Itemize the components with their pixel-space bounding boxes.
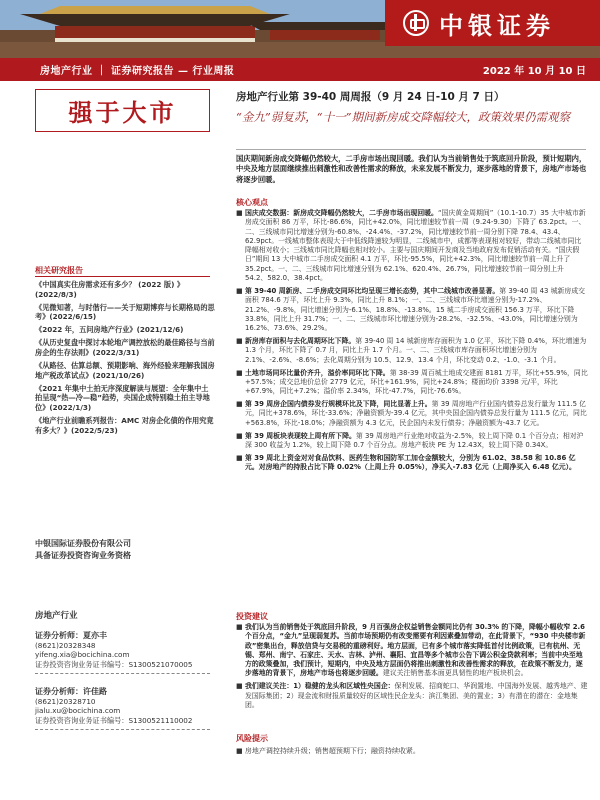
key-point	[236, 337, 588, 365]
key-point-lead: 新房库存面积与去化周期环比下降。	[245, 337, 356, 346]
summary-paragraph: 国庆期间新房成交降幅仍然较大，二手房市场出现回暖。我们认为当前销售处于筑底回升阶段，预计短期内，中央及地方层面继续推出刺激性和改善性需求的释放，未来发展不断发力，逐步落地的背景下，房地产市场也将逐步回暖。	[236, 154, 587, 184]
bullet-square-icon: ■	[236, 400, 243, 409]
analyst-email[interactable]: jialu.xu@bocichina.com	[35, 706, 121, 716]
related-report-item[interactable]: 《地产行业前瞻系列报告：AMC 对房企化债的作用究竟有多大？》(2022/5/23)	[35, 416, 214, 435]
divider	[236, 149, 586, 150]
analyst-phone: (8621)20328710	[35, 696, 96, 706]
divider	[35, 276, 210, 277]
bank-logo-icon	[403, 10, 429, 36]
investment-advice-list	[236, 623, 588, 714]
left-sidebar	[0, 81, 222, 800]
key-point-lead: 第 39 周房企国内债券发行规模环比及下降，同比显著上升。	[245, 400, 432, 409]
bullet-square-icon: ■	[236, 682, 243, 691]
key-point	[236, 209, 588, 283]
company-info: 中银国际证券股份有限公司 具备证券投资咨询业务资格	[35, 539, 131, 560]
divider	[35, 673, 210, 674]
related-report-item[interactable]: 《见微知著，与时偕行——关于短期博弈与长期格局的思考》(2022/6/15)	[35, 302, 215, 322]
key-point	[236, 369, 588, 397]
key-point	[236, 454, 588, 473]
advice-body: 建议关注销售基本面更具韧性的地产板块机会。	[382, 669, 528, 678]
analyst-license: 证券投资咨询业务证书编号：S1300521110002	[35, 715, 193, 725]
analyst-block	[35, 687, 220, 725]
key-point-body: “国庆黄金周期间”（10.1-10.7）35 大中城市新房成交面积 86 万平，环比-86.6%，同比+42.0%，同比增速较节前一周（9.24-9.30）下降了 63.2pct。一、二、三线城市同比增速分别为-60.8%、-24.4%、-37.2%，同比增速较节前一周分别下降 78.4、43.4、62.9pct。一线城市整体表现大于中低线降速较为明显，二线城市中，成都等表现相对较好，带动二线城市同比降幅相对收小；三线城市同比降幅也相对较小。主要与国庆期间开发商及当地政府发布促销活动有关。“国庆假日”期间 13 大中城市二手房成交面积 4.1 万平，环比-95.5%，同比+42.3%，同比增速较节前一周上升了 35.2pct。一、二、三线城市同比增速分别为 62.1%、620.4%、26.7%，同比增速较节前一周分别上升 54.2、582.0、38.4pct。	[245, 209, 586, 283]
key-point-lead: 第 39-40 周新房、二手房成交同环比均呈现三增长态势，其中二线城市改善显著。	[245, 286, 500, 295]
brand-name: 中银证券	[439, 11, 555, 40]
bullet-square-icon: ■	[236, 747, 245, 755]
key-point-body: 第 39 周房地产行业绝对收益为-2.5%，较上周下降 0.1 个百分点；相对沪深 300 收益为 1.2%，较上周下降 0.7 个百分点。房地产板块 PE 为 12.43X，较上周下降 0.34X。	[245, 431, 584, 449]
risk-text	[236, 746, 420, 756]
risk-heading: 风险提示	[236, 734, 268, 743]
report-title: 房地产行业第 39-40 周周报（9 月 24 日-10 月 7 日）	[236, 91, 505, 103]
related-report-item[interactable]: 《2022 年，五问房地产行业》(2021/12/6)	[35, 325, 184, 335]
rating-label: 强于大市	[68, 99, 177, 127]
key-point	[236, 432, 588, 451]
advice-point	[236, 682, 588, 710]
bullet-square-icon: ■	[236, 453, 243, 462]
advice-point	[236, 623, 588, 679]
bullet-square-icon: ■	[236, 337, 243, 346]
advice-body: 保利发展、招商蛇口、华润置地、中国海外发展、越秀地产、建发国际集团；2）现金流和财报质量较好的区域性民企龙头：滨江集团、美的置业；3）有潜在的潜在：金地集团。	[245, 682, 588, 709]
related-report-item[interactable]: 《从路径、估算总额、预期影响、海外经验来理解我国房地产税改革试点》(2021/10/26)	[35, 361, 215, 380]
risk-body: 房地产调控持续升级；销售超预期下行；融资持续收紧。	[244, 747, 420, 755]
related-report-item[interactable]: 《中国真实住房需求还有多少？ (2022 版) 》 (2022/8/3)	[35, 280, 185, 299]
key-point	[236, 287, 588, 333]
industry-label: 房地产行业	[35, 611, 78, 621]
report-date: 2022 年 10 月 10 日	[482, 66, 586, 77]
key-point-body: 第 39-40 周 43 城新房成交面积 784.6 万平，环比上升 9.3%，同比上升 8.1%；一、二、三线城市环比增速分别为-17.2%、21.2%、-9.8%，同比增速分别为-6.1%、18.8%、-13.8%。15 城二手房成交面积 156.3 万平，环比下降 33.8%，同比上升 31.7%；一、二、三线城市环比增速分别为-28.2%、-32.5%、-43.0%，同比增速分别为 16.2%、73.6%、29.2%。	[245, 286, 586, 333]
analyst-block	[35, 631, 220, 669]
analyst-name: 证券分析师：许佳路	[35, 687, 107, 696]
main-content	[222, 81, 600, 800]
advice-lead: 我们认为当前销售处于筑底回升阶段，9 月百强房企权益销售金额同比仍有 30.3% 的下降，降幅小幅收窄 2.6 个百分点，“金九”呈现弱复苏。当前市场预期仍有改变需要有利因素叠加带动，在此背景下，“930 中央楼市新政”密集出台，释放信贷与交易税的重磅利好。地方层面，已有多个城市落实降低首付比例政策，已有杭州、无锡、郑州、南宁、石家庄、天水、吉林、泸州、襄阳、宜昌等多个城市公告下调公积金贷款利率；当前中央至地方的政策叠加，我们预计，短期内，中央及地方层面仍将推出刺激性和改善性需求的释放，在政策不断发力，逐步落地的背景下，房地产市场也将逐步回暖。	[245, 623, 586, 678]
report-subtitle: “金九”弱复苏，“十一”期间新房成交降幅较大，政策效果仍需观察	[236, 110, 571, 124]
related-reports-list	[35, 280, 215, 439]
key-point-lead: 第 39 周北上资金对对食品饮料、医药生物和国防军工加仓金额较大，分别为 61.02、38.58 和 10.86 亿元。对房地产的持股占比下降 0.02%（上周上升 0.05%），净买入-7.83 亿元（上周净买入 6.48 亿元）。	[245, 453, 576, 471]
bullet-square-icon: ■	[236, 623, 243, 631]
related-report-item[interactable]: 《2021 年集中土拍无序深度解读与展望：全年集中土拍呈现“热—冷—稳”趋势，央国企成特别稳土拍主导地位》(2022/1/3)	[35, 383, 210, 413]
key-point-body: 第 39-40 周 14 城新房库存面积为 1.0 亿平，环比下降 0.4%，环比增速为 1.3 个月，环比下降了 0.7 月，同比上升 1.7 个月。一、二、三线城市库存面积环比增速分别为 2.1%、-2.6%、-8.6%；去化周期分别为 10.5、12.9、13.4 个月，环比变动 0.2、-1.0、-3.1 个月。	[245, 337, 587, 364]
key-point-body: 第 39 周房地产行业国内债券总发行量为 111.5 亿元，同比+378.6%，环比-33.6%；净融资额为-39.4 亿元，其中央国企国内债券总发行量为 111.5 亿元，同比+563.8%，环比-18.0%；净融资额为 4.3 亿元，民企国内未发行债券；净融资额为-43.7 亿元。	[245, 400, 587, 427]
header-banner	[0, 0, 600, 58]
analyst-email[interactable]: yifeng.xia@bocichina.com	[35, 650, 130, 660]
breadcrumb: 房地产行业 ｜ 证券研究报告 — 行业周报	[40, 66, 235, 77]
advice-lead: 我们建议关注：1）稳健的龙头和区域性央国企：	[245, 682, 395, 691]
key-points-list	[236, 209, 588, 476]
report-meta-bar	[0, 58, 600, 81]
bullet-square-icon: ■	[236, 286, 243, 295]
related-report-item[interactable]: 《从历史复盘中探讨本轮地产调控放松的最佳路径与当前房企的生存法则》(2022/3/31)	[35, 338, 215, 358]
key-point-body: 第 38-39 周百城土地成交建面 8181 万平，环比+55.9%，同比+57.5%；成交总地价总价 2779 亿元，环比+161.9%，同比+24.8%；楼面均价 3398 元/平，环比+67.9%，同比+7.2%；溢价率 2.34%，环比-47.7%，同比-76.6%。	[245, 368, 588, 396]
analyst-phone: (8621)20328348	[35, 640, 96, 650]
analyst-license: 证券投资咨询业务证书编号：S1300521070005	[35, 659, 193, 669]
key-point-lead: 第 39 周板块表现较上周有所下降。	[245, 431, 356, 440]
key-point	[236, 400, 588, 428]
bullet-square-icon: ■	[236, 368, 243, 377]
bullet-square-icon: ■	[236, 431, 243, 440]
key-point-lead: 国庆成交数据：新房成交降幅仍然较大，二手房市场出现回暖。	[245, 209, 438, 217]
rating-box	[35, 89, 210, 132]
brand-logo	[385, 0, 600, 46]
bullet-square-icon: ■	[236, 209, 243, 217]
key-points-heading: 核心观点	[236, 198, 268, 207]
related-reports-heading: 相关研究报告	[35, 266, 83, 275]
analyst-name: 证券分析师：夏亦丰	[35, 631, 107, 640]
investment-advice-heading: 投资建议	[236, 612, 268, 621]
divider	[35, 729, 210, 730]
key-point-lead: 土地市场同环比量价齐升，溢价率同环比下降。	[245, 368, 390, 377]
